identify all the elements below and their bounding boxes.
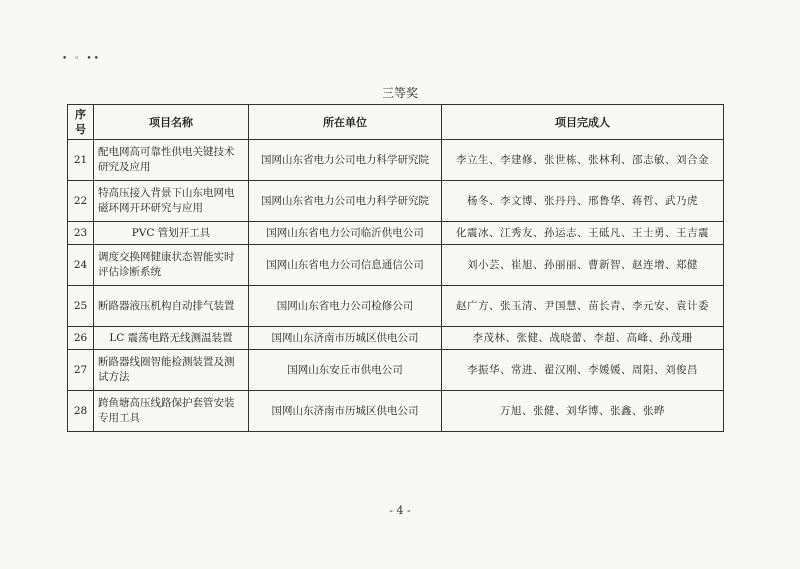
row-unit: 国网山东省电力公司电力科学研究院 [249,140,442,181]
row-unit: 国网山东省电力公司信息通信公司 [249,245,442,286]
row-people: 刘小芸、崔旭、孙丽丽、曹新智、赵连增、郑健 [442,245,724,286]
table-row [68,350,724,391]
row-no: 25 [68,286,94,327]
row-project-name: PVC 管划开工具 [94,222,249,245]
header-project-name: 项目名称 [94,105,249,140]
section-title: 三等奖 [381,86,418,100]
header-no: 序号 [68,105,94,140]
row-no: 21 [68,140,94,181]
page-number: - 4 - [389,504,411,517]
table-row [68,286,724,327]
table-row [68,181,724,222]
row-people: 杨冬、李文博、张丹丹、邢鲁华、蒋哲、武乃虎 [442,181,724,222]
row-people: 李立生、李建修、张世栋、张林利、邵志敏、刘合金 [442,140,724,181]
row-unit: 国网山东济南市历城区供电公司 [249,327,442,350]
table-row [68,391,724,432]
row-no: 26 [68,327,94,350]
row-no: 27 [68,350,94,391]
row-no: 23 [68,222,94,245]
table-row [68,140,724,181]
table-row [68,222,724,245]
award-table [67,104,724,432]
row-unit: 国网山东济南市历城区供电公司 [249,391,442,432]
row-people: 李茂林、张健、战晓蕾、李超、高峰、孙茂珊 [442,327,724,350]
row-unit: 国网山东省电力公司电力科学研究院 [249,181,442,222]
row-unit: 国网山东省电力公司检修公司 [249,286,442,327]
header-people: 项目完成人 [442,105,724,140]
header-unit: 所在单位 [249,105,442,140]
row-project-name: LC 震荡电路无线测温装置 [94,327,249,350]
row-no: 24 [68,245,94,286]
row-unit: 国网山东省电力公司临沂供电公司 [249,222,442,245]
table-row [68,245,724,286]
row-people: 万旭、张健、刘华博、张鑫、张晔 [442,391,724,432]
table-header-row [68,105,724,140]
table-row [68,327,724,350]
row-people: 李振华、常进、翟汉刚、李媛媛、周阳、刘俊昌 [442,350,724,391]
row-project-name: 调度交换网健康状态智能实时评估诊断系统 [94,245,249,286]
row-unit: 国网山东安丘市供电公司 [249,350,442,391]
row-no: 28 [68,391,94,432]
row-project-name: 配电网高可靠性供电关键技术研究及应用 [94,140,249,181]
row-project-name: 断路器线圈智能检测装置及测试方法 [94,350,249,391]
row-people: 赵广方、张玉清、尹国慧、苗长青、李元安、袁计委 [442,286,724,327]
row-project-name: 跨鱼塘高压线路保护套管安装专用工具 [94,391,249,432]
row-no: 22 [68,181,94,222]
scan-marks: • ◦ •• [62,54,101,64]
row-people: 化震冰、江秀友、孙运志、王砥凡、王士勇、王吉震 [442,222,724,245]
row-project-name: 断路器液压机构自动排气装置 [94,286,249,327]
row-project-name: 特高压接入背景下山东电网电磁环网开环研究与应用 [94,181,249,222]
